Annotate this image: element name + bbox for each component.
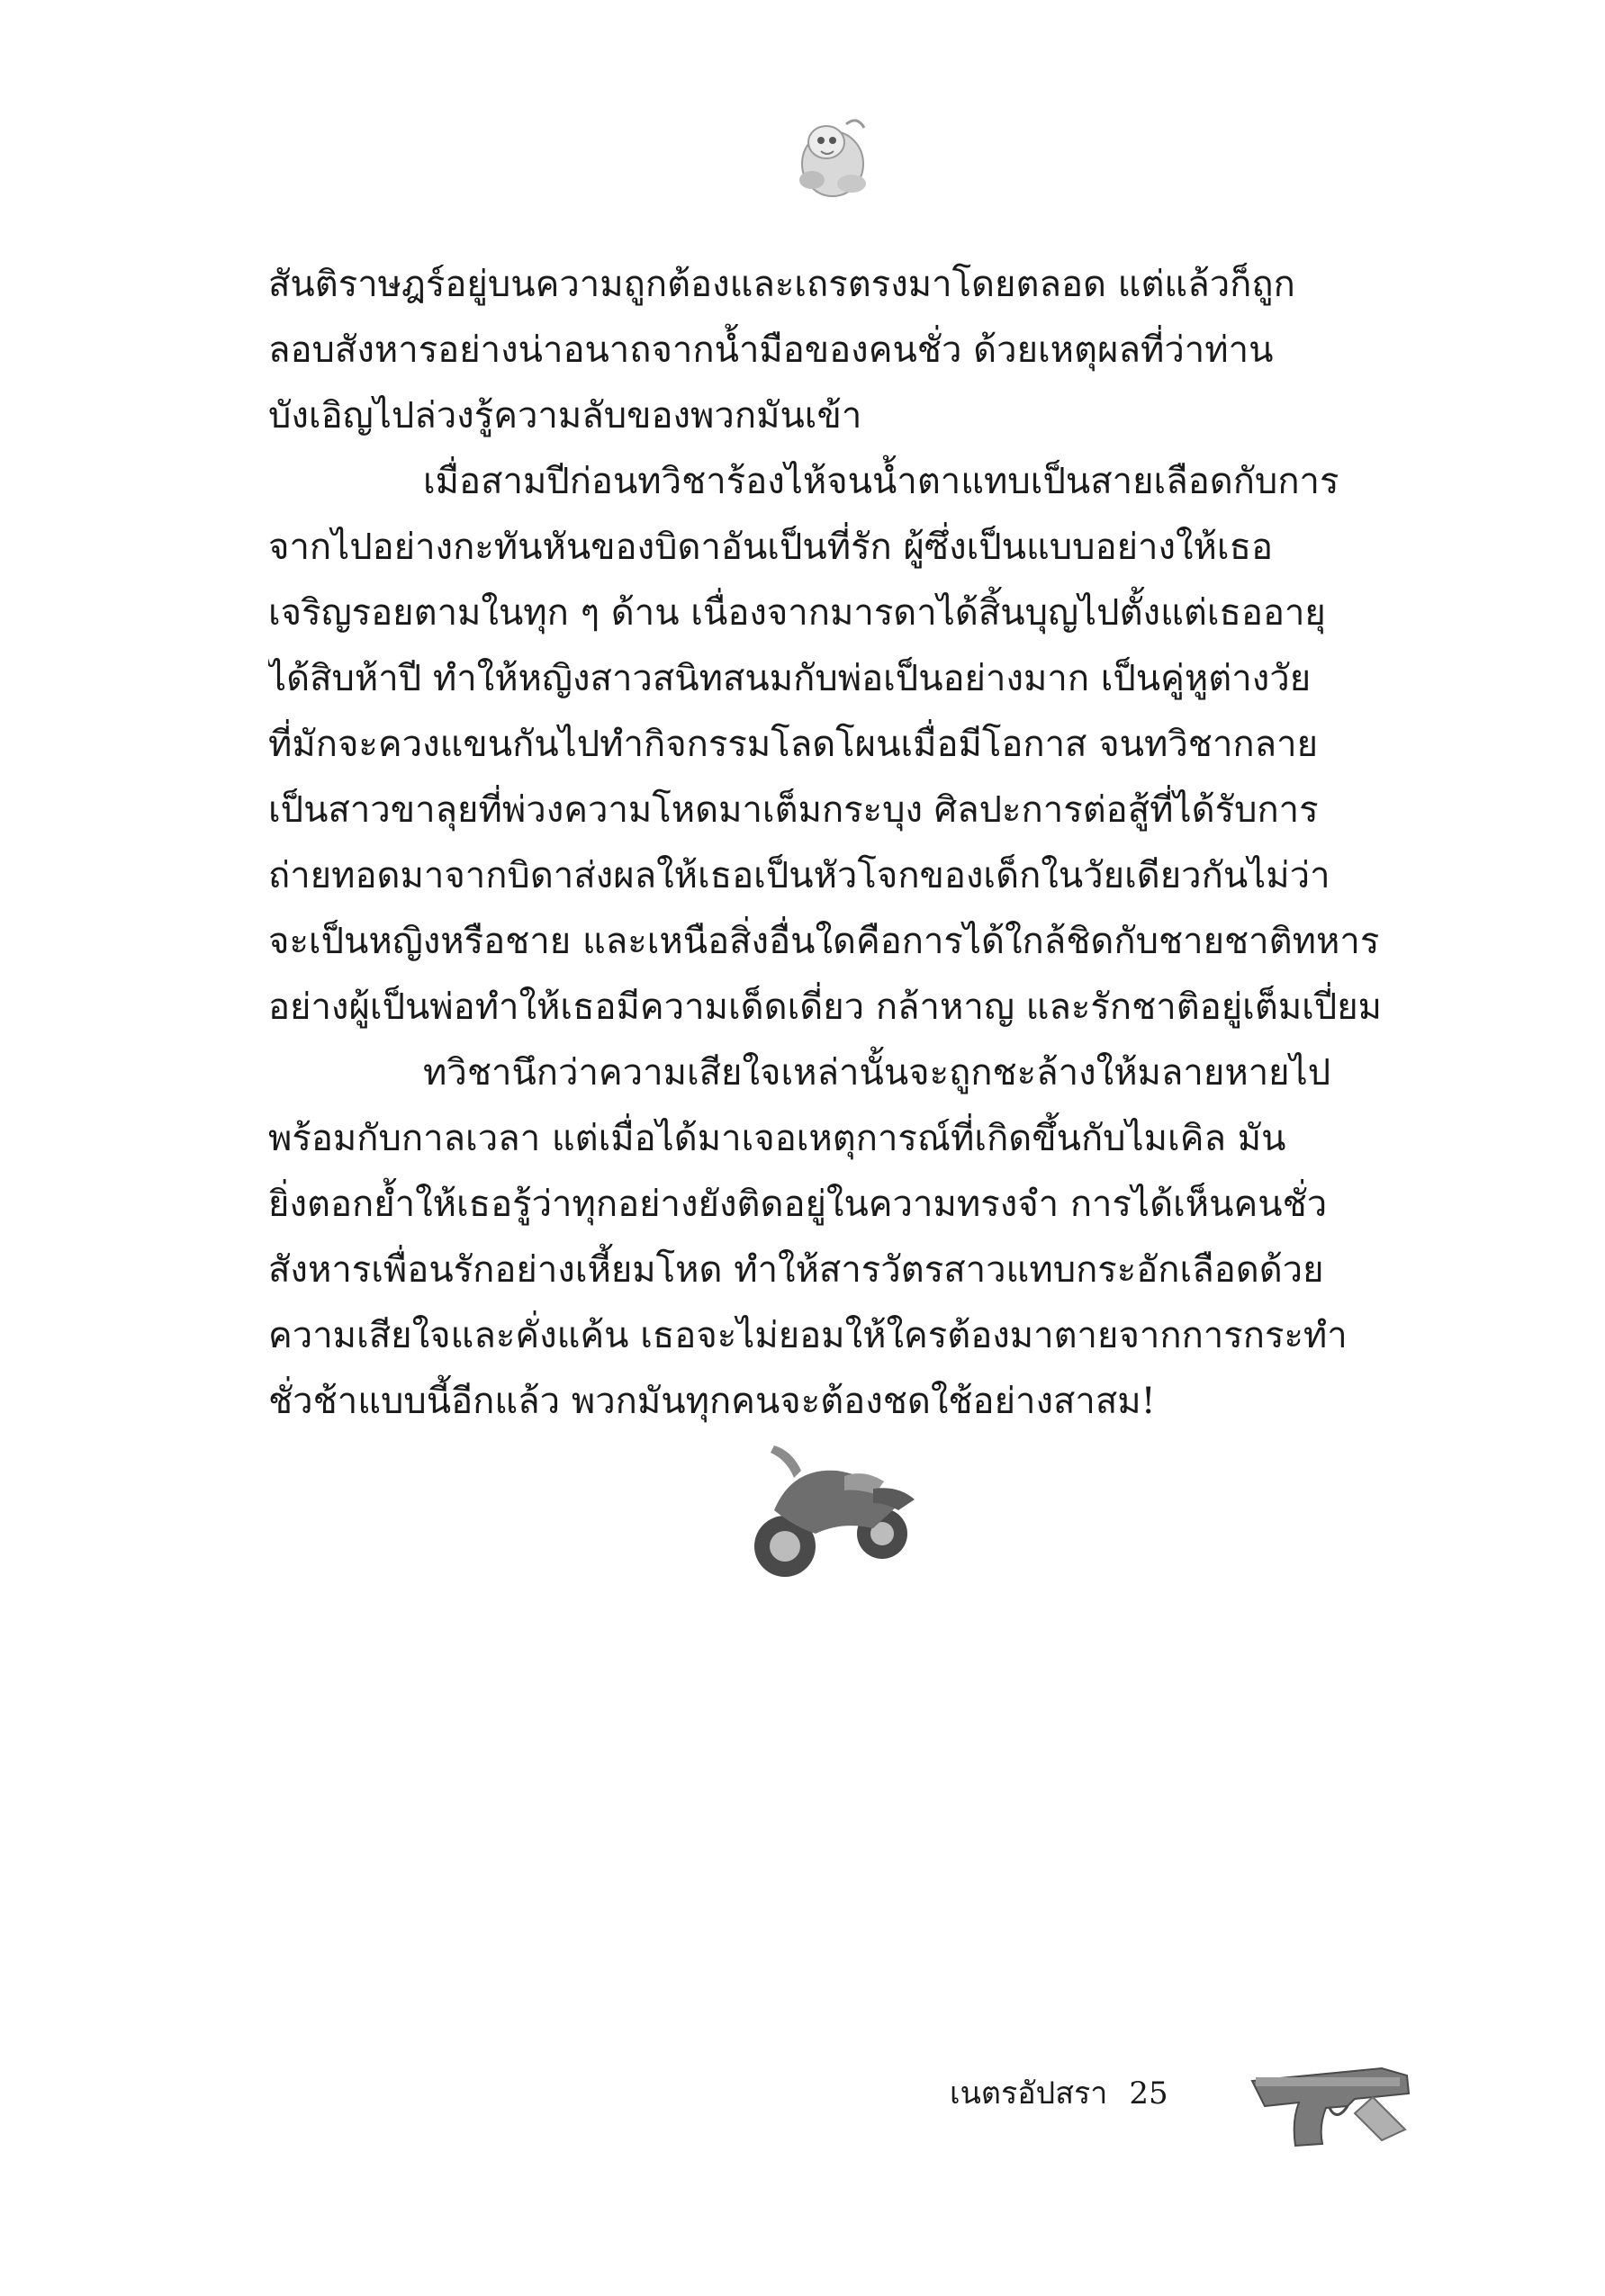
text-line: จากไปอย่างกะทันหันของบิดาอันเป็นที่รัก ผู้ซึ่งเป็นแบบอย่างให้เธอ	[268, 527, 1274, 568]
paragraph	[268, 252, 1406, 449]
text-line: ถ่ายทอดมาจากบิดาส่งผลให้เธอเป็นหัวโจกของเด็กในวัยเดียวกันไม่ว่า	[268, 855, 1330, 896]
text-line: ที่มักจะควงแขนกันไปทำกิจกรรมโลดโผนเมื่อมีโอกาส จนทวิชากลาย	[268, 724, 1319, 765]
page-footer	[950, 2068, 1168, 2117]
text-line: ทวิชานึกว่าความเสียใจเหล่านั้นจะถูกชะล้างให้มลายหายไป	[423, 1052, 1331, 1094]
text-line: พร้อมกับกาลเวลา แต่เมื่อได้มาเจอเหตุการณ์ที่เกิดขึ้นกับไมเคิล มัน	[268, 1118, 1286, 1159]
text-line: ความเสียใจและคั่งแค้น เธอจะไม่ยอมให้ใครต้องมาตายจากการกระทำ	[268, 1315, 1348, 1356]
text-line: ชั่วช้าแบบนี้อีกแล้ว พวกมันทุกคนจะต้องชดใช้อย่างสาสม!	[268, 1381, 1156, 1422]
page-number: 25	[1129, 2075, 1168, 2111]
text-line: เมื่อสามปีก่อนทวิชาร้องไห้จนน้ำตาแทบเป็นสายเลือดกับการ	[423, 461, 1339, 502]
text-line: จะเป็นหญิงหรือชาย และเหนือสิ่งอื่นใดคือการได้ใกล้ชิดกับชายชาติทหาร	[268, 921, 1380, 962]
body-text	[268, 252, 1406, 1435]
pistol-icon	[1247, 2043, 1418, 2151]
cartoon-mascot-icon	[783, 106, 882, 214]
text-line: เจริญรอยตามในทุก ๆ ด้าน เนื่องจากมารดาได้สิ้นบุญไปตั้งแต่เธออายุ	[268, 592, 1326, 634]
paragraph	[268, 449, 1406, 1040]
paragraph	[268, 1040, 1406, 1435]
text-line: ลอบสังหารอย่างน่าอนาถจากน้ำมือของคนชั่ว ด้วยเหตุผลที่ว่าท่าน	[268, 329, 1274, 371]
text-line: อย่างผู้เป็นพ่อทำให้เธอมีความเด็ดเดี่ยว กล้าหาญ และรักชาติอยู่เต็มเปี่ยม	[268, 986, 1383, 1028]
text-line: ยิ่งตอกย้ำให้เธอรู้ว่าทุกอย่างยังติดอยู่ในความทรงจำ การได้เห็นคนชั่ว	[268, 1184, 1328, 1225]
text-line: บังเอิญไปล่วงรู้ความลับของพวกมันเข้า	[268, 395, 862, 437]
book-title: เนตรอัปสรา	[950, 2075, 1108, 2111]
text-line: สังหารเพื่อนรักอย่างเหี้ยมโหด ทำให้สารวัตรสาวแทบกระอักเลือดด้วย	[268, 1249, 1324, 1291]
text-line: สันติราษฎร์อยู่บนความถูกต้องและเถรตรงมาโดยตลอด แต่แล้วก็ถูก	[268, 264, 1295, 305]
text-line: ได้สิบห้าปี ทำให้หญิงสาวสนิทสนมกับพ่อเป็นอย่างมาก เป็นคู่หูต่างวัย	[268, 658, 1312, 699]
text-line: เป็นสาวขาลุยที่พ่วงความโหดมาเต็มกระบุง ศิลปะการต่อสู้ที่ได้รับการ	[268, 789, 1319, 831]
motorcycle-icon	[738, 1440, 918, 1589]
